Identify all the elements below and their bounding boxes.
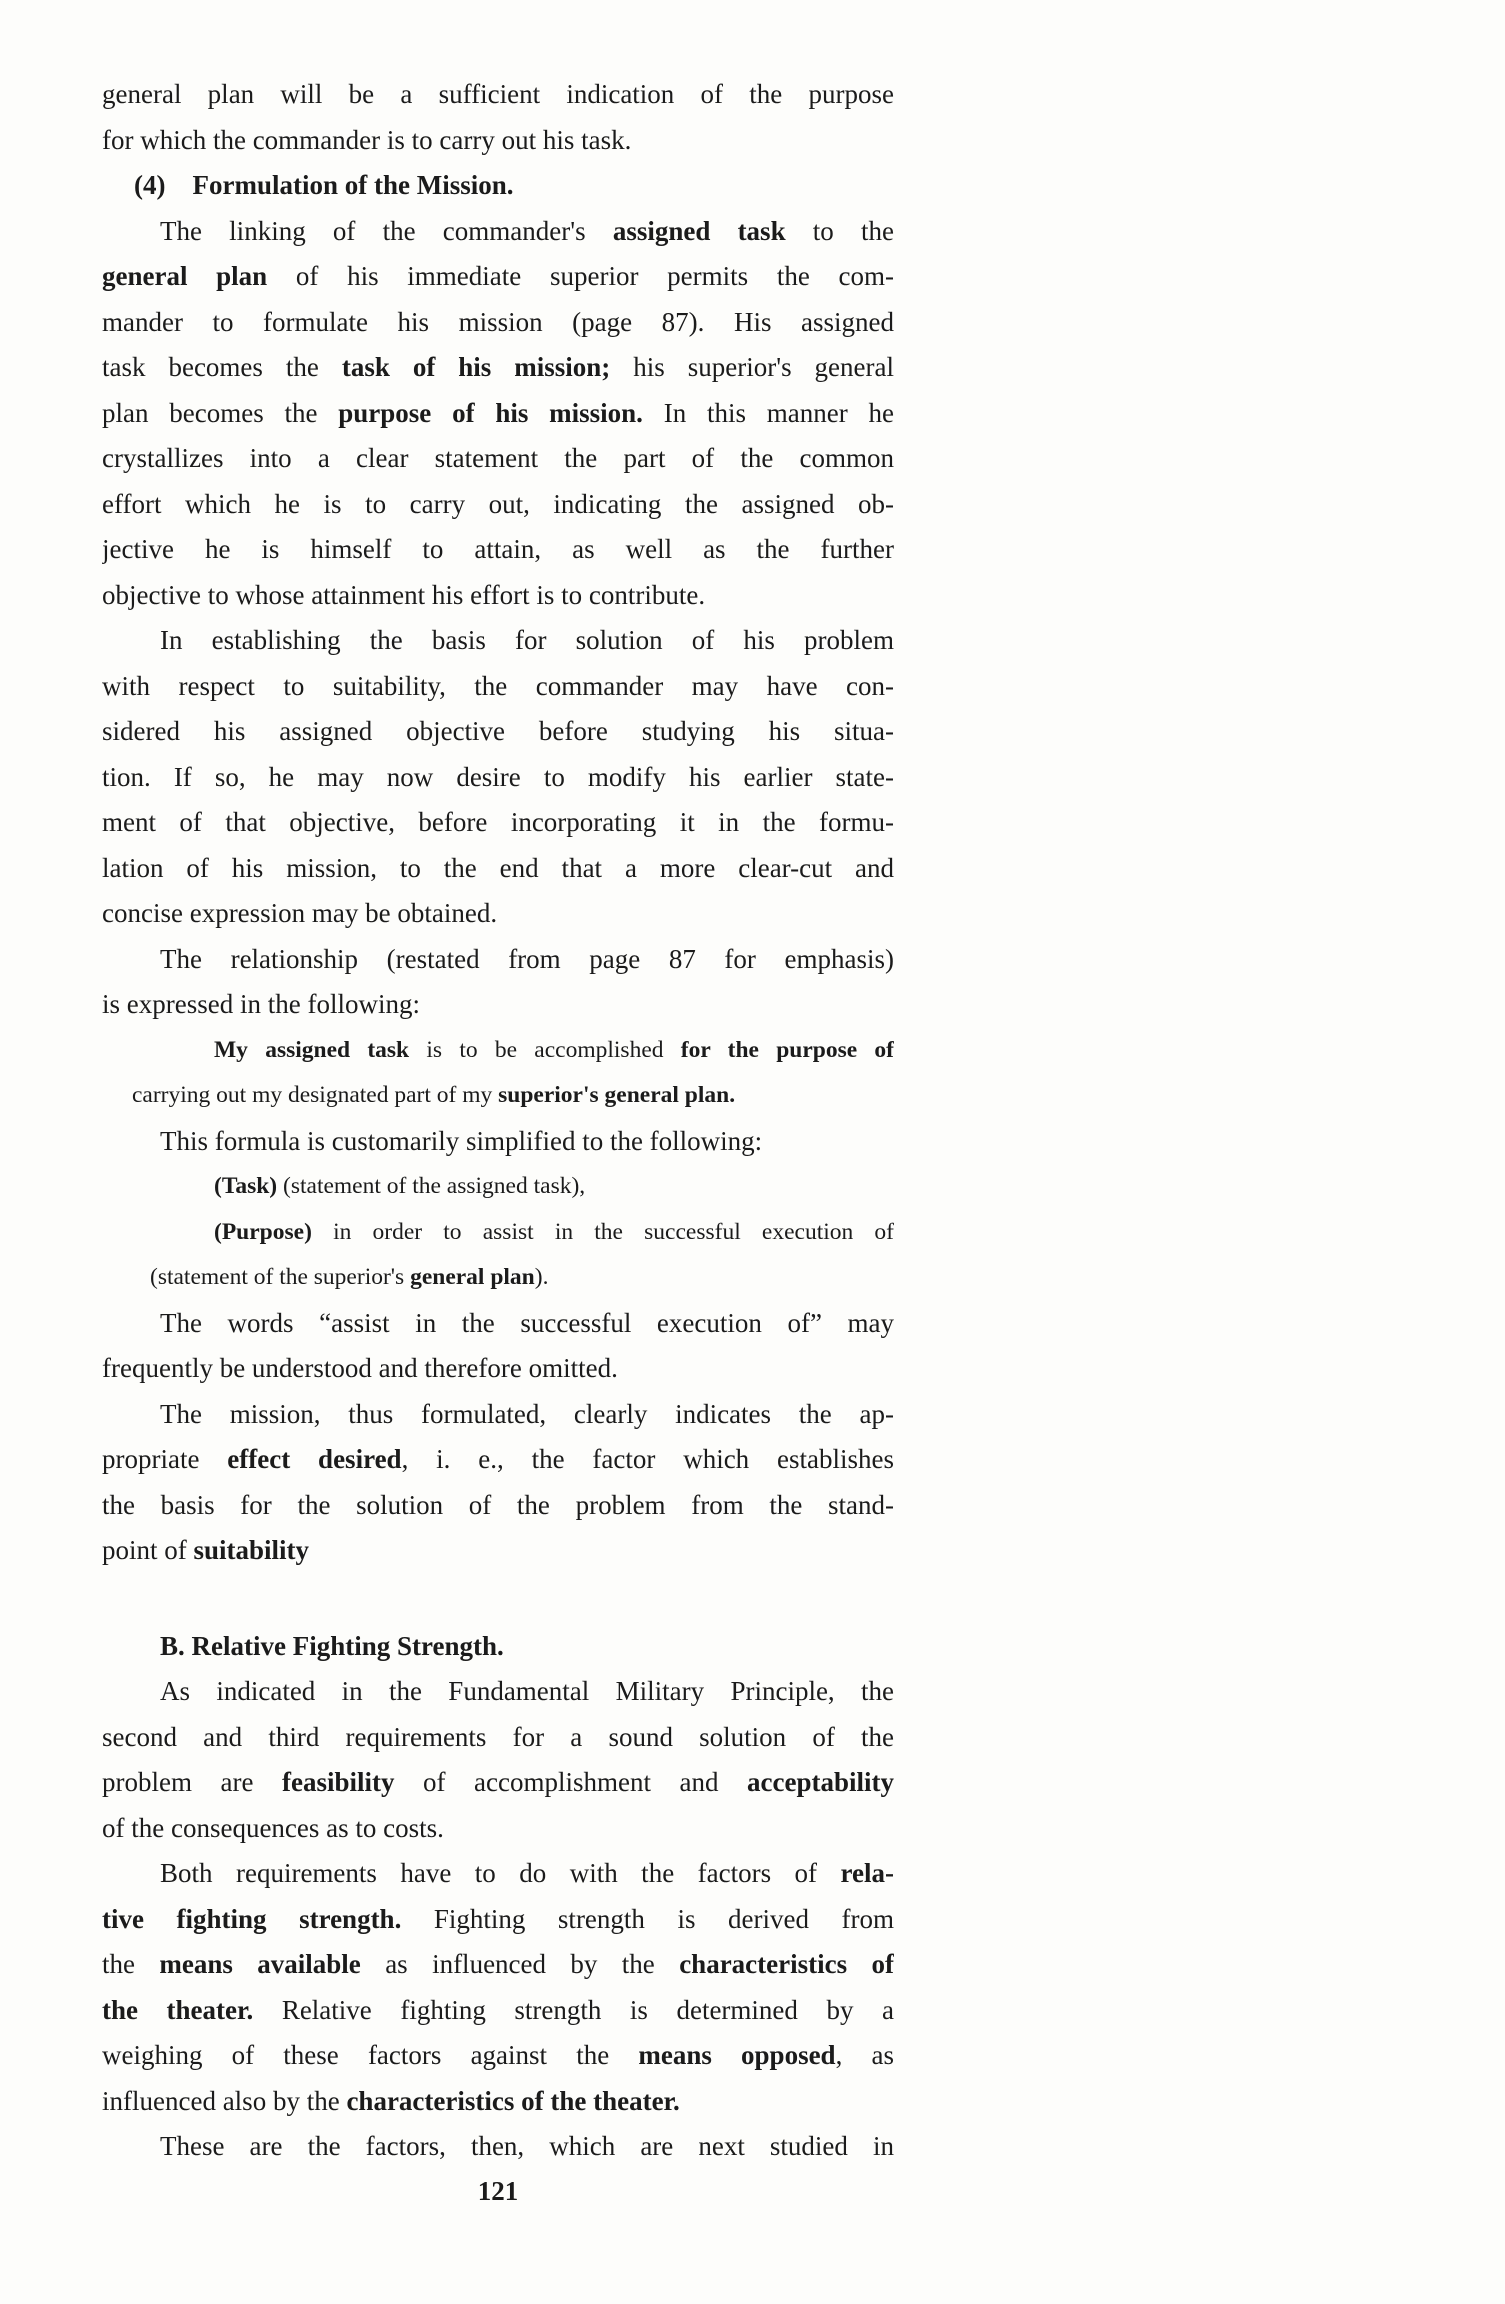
text-line: [102, 1851, 894, 1897]
bold-text: effect desired: [227, 1444, 402, 1474]
bold-text: general plan: [102, 261, 268, 291]
text-line: [102, 573, 894, 619]
text: The mission, thus formulated, clearly indicates the ap-: [160, 1398, 894, 1429]
text: effort which he is to carry out, indicating the assigned ob-: [102, 488, 894, 519]
text: general plan will be a sufficient indication of the purpose: [102, 79, 894, 109]
text-line: [102, 2033, 894, 2079]
text-line: [102, 1528, 894, 1574]
text-line: [102, 1942, 894, 1988]
bold-text: tive fighting strength.: [102, 1903, 402, 1934]
text: point of: [102, 1535, 194, 1565]
text: In establishing the basis for solution of his problem: [160, 625, 894, 655]
text: frequently be understood and therefore omitted.: [102, 1353, 618, 1383]
bold-text: B. Relative Fighting Strength.: [160, 1630, 504, 1661]
text: Relative fighting strength is determined by a: [253, 1994, 894, 2025]
text-line: [102, 1988, 894, 2034]
text-line: [102, 118, 894, 164]
text-line: [102, 163, 894, 209]
page-text: [102, 72, 894, 2170]
text-line: [102, 527, 894, 573]
bold-text: the theater.: [102, 1994, 254, 2025]
bold-text: suitability: [193, 1535, 310, 1565]
text-line: [102, 300, 894, 346]
bold-text: rela-: [840, 1858, 894, 1888]
text: (statement of the assigned task),: [277, 1173, 586, 1199]
bold-text: characteristics of: [679, 1949, 894, 1979]
text-line: [102, 391, 894, 437]
bold-text: superior's general plan.: [498, 1082, 736, 1108]
text-line: [102, 1164, 894, 1210]
text: influenced also by the: [102, 2085, 347, 2116]
bold-text: (4): [134, 170, 193, 200]
text: sidered his assigned objective before studying his situa-: [102, 716, 894, 746]
text: The relationship (restated from page 87 for emphasis): [160, 943, 894, 974]
text-line: [102, 1028, 894, 1074]
text-line: [102, 709, 894, 755]
text-line: [102, 618, 894, 664]
bold-text: assigned task: [612, 215, 786, 246]
bold-text: purpose of his mission.: [338, 397, 643, 428]
bold-text: (Purpose): [214, 1218, 312, 1245]
text: ment of that objective, before incorporating it in the formu-: [102, 807, 894, 837]
text: ).: [534, 1264, 549, 1290]
text-line: [102, 1897, 894, 1943]
text: to the: [785, 215, 894, 246]
text-line: [102, 1760, 894, 1806]
text-line: [102, 937, 894, 983]
text-line: [102, 800, 894, 846]
text: second and third requirements for a sound solution of the: [102, 1721, 894, 1752]
text: jective he is himself to attain, as well as the further: [102, 534, 894, 564]
text: lation of his mission, to the end that a more clear-cut and: [102, 852, 894, 883]
text: weighing of these factors against the: [102, 2040, 639, 2070]
text-line: [102, 72, 894, 118]
text-line: [102, 1255, 894, 1301]
text: In this manner he: [642, 397, 894, 428]
text: , i. e., the factor which establishes: [401, 1444, 894, 1474]
text-line: [102, 2079, 894, 2125]
text: (statement of the superior's: [150, 1264, 411, 1290]
text: of his immediate superior permits the com-: [267, 261, 894, 291]
text-line: [102, 755, 894, 801]
text: as influenced by the: [360, 1949, 680, 1979]
text: The linking of the commander's: [160, 215, 613, 246]
text-line: [102, 982, 894, 1028]
text: with respect to suitability, the commander may have con-: [102, 670, 894, 701]
text-line: [102, 345, 894, 391]
text: the basis for the solution of the problem from the stand-: [102, 1489, 894, 1520]
text: of accomplishment and: [394, 1767, 748, 1797]
text-line: [102, 209, 894, 255]
text: the: [102, 1949, 160, 1979]
text: for which the commander is to carry out his task.: [102, 124, 632, 155]
text-line: [102, 1715, 894, 1761]
text-line: [102, 2124, 894, 2170]
bold-text: characteristics of the theater.: [346, 2085, 680, 2116]
text: problem are: [102, 1767, 282, 1797]
text-line: [102, 436, 894, 482]
text: , as: [835, 2040, 894, 2070]
text: mander to formulate his mission (page 87). His assigned: [102, 306, 894, 337]
text: propriate: [102, 1444, 228, 1474]
bold-text: means opposed: [638, 2040, 836, 2070]
text: is to be accomplished: [409, 1036, 681, 1063]
text: is expressed in the following:: [102, 989, 420, 1019]
text: concise expression may be obtained.: [102, 898, 498, 928]
text: objective to whose attainment his effort is to contribute.: [102, 579, 706, 610]
bold-text: My assigned task: [214, 1036, 410, 1063]
bold-text: means available: [159, 1949, 361, 1979]
text-line: [102, 1346, 894, 1392]
text-line: [102, 254, 894, 300]
bold-text: feasibility: [281, 1767, 395, 1797]
text: his superior's general: [610, 352, 894, 382]
text-line: [102, 1119, 894, 1165]
bold-text: acceptability: [747, 1767, 894, 1797]
text: These are the factors, then, which are next studied in: [160, 2131, 894, 2161]
text-line: [102, 1073, 894, 1119]
text: tion. If so, he may now desire to modify his earlier state-: [102, 761, 894, 792]
text-line: [102, 664, 894, 710]
text: crystallizes into a clear statement the part of the common: [102, 443, 894, 473]
bold-text: Formulation of the Mission.: [192, 170, 514, 200]
text-line: [102, 891, 894, 937]
text-line: [102, 1483, 894, 1529]
text-line: [102, 1301, 894, 1347]
text: carrying out my designated part of my: [132, 1082, 499, 1108]
text-line: [102, 1392, 894, 1438]
text: As indicated in the Fundamental Military Principle, the: [160, 1676, 894, 1706]
section-heading: [102, 1624, 894, 1670]
text: of the consequences as to costs.: [102, 1812, 444, 1843]
text-line: [102, 1210, 894, 1256]
text: The words “assist in the successful execution of” may: [160, 1307, 894, 1338]
text-line: [102, 1669, 894, 1715]
text: Fighting strength is derived from: [401, 1903, 894, 1934]
text: This formula is customarily simplified to the following:: [160, 1125, 763, 1156]
text: plan becomes the: [102, 397, 339, 428]
bold-text: general plan: [410, 1264, 535, 1290]
page-number: 121: [477, 2176, 519, 2206]
text: in order to assist in the successful execution of: [311, 1218, 894, 1245]
bold-text: for the purpose of: [680, 1036, 894, 1063]
text-line: [102, 1806, 894, 1852]
text: task becomes the: [102, 352, 342, 382]
bold-text: (Task): [214, 1173, 278, 1199]
text-line: [102, 482, 894, 528]
bold-text: task of his mission;: [341, 352, 611, 382]
text: Both requirements have to do with the factors of: [160, 1858, 841, 1888]
text-line: [102, 846, 894, 892]
text-line: [102, 1437, 894, 1483]
